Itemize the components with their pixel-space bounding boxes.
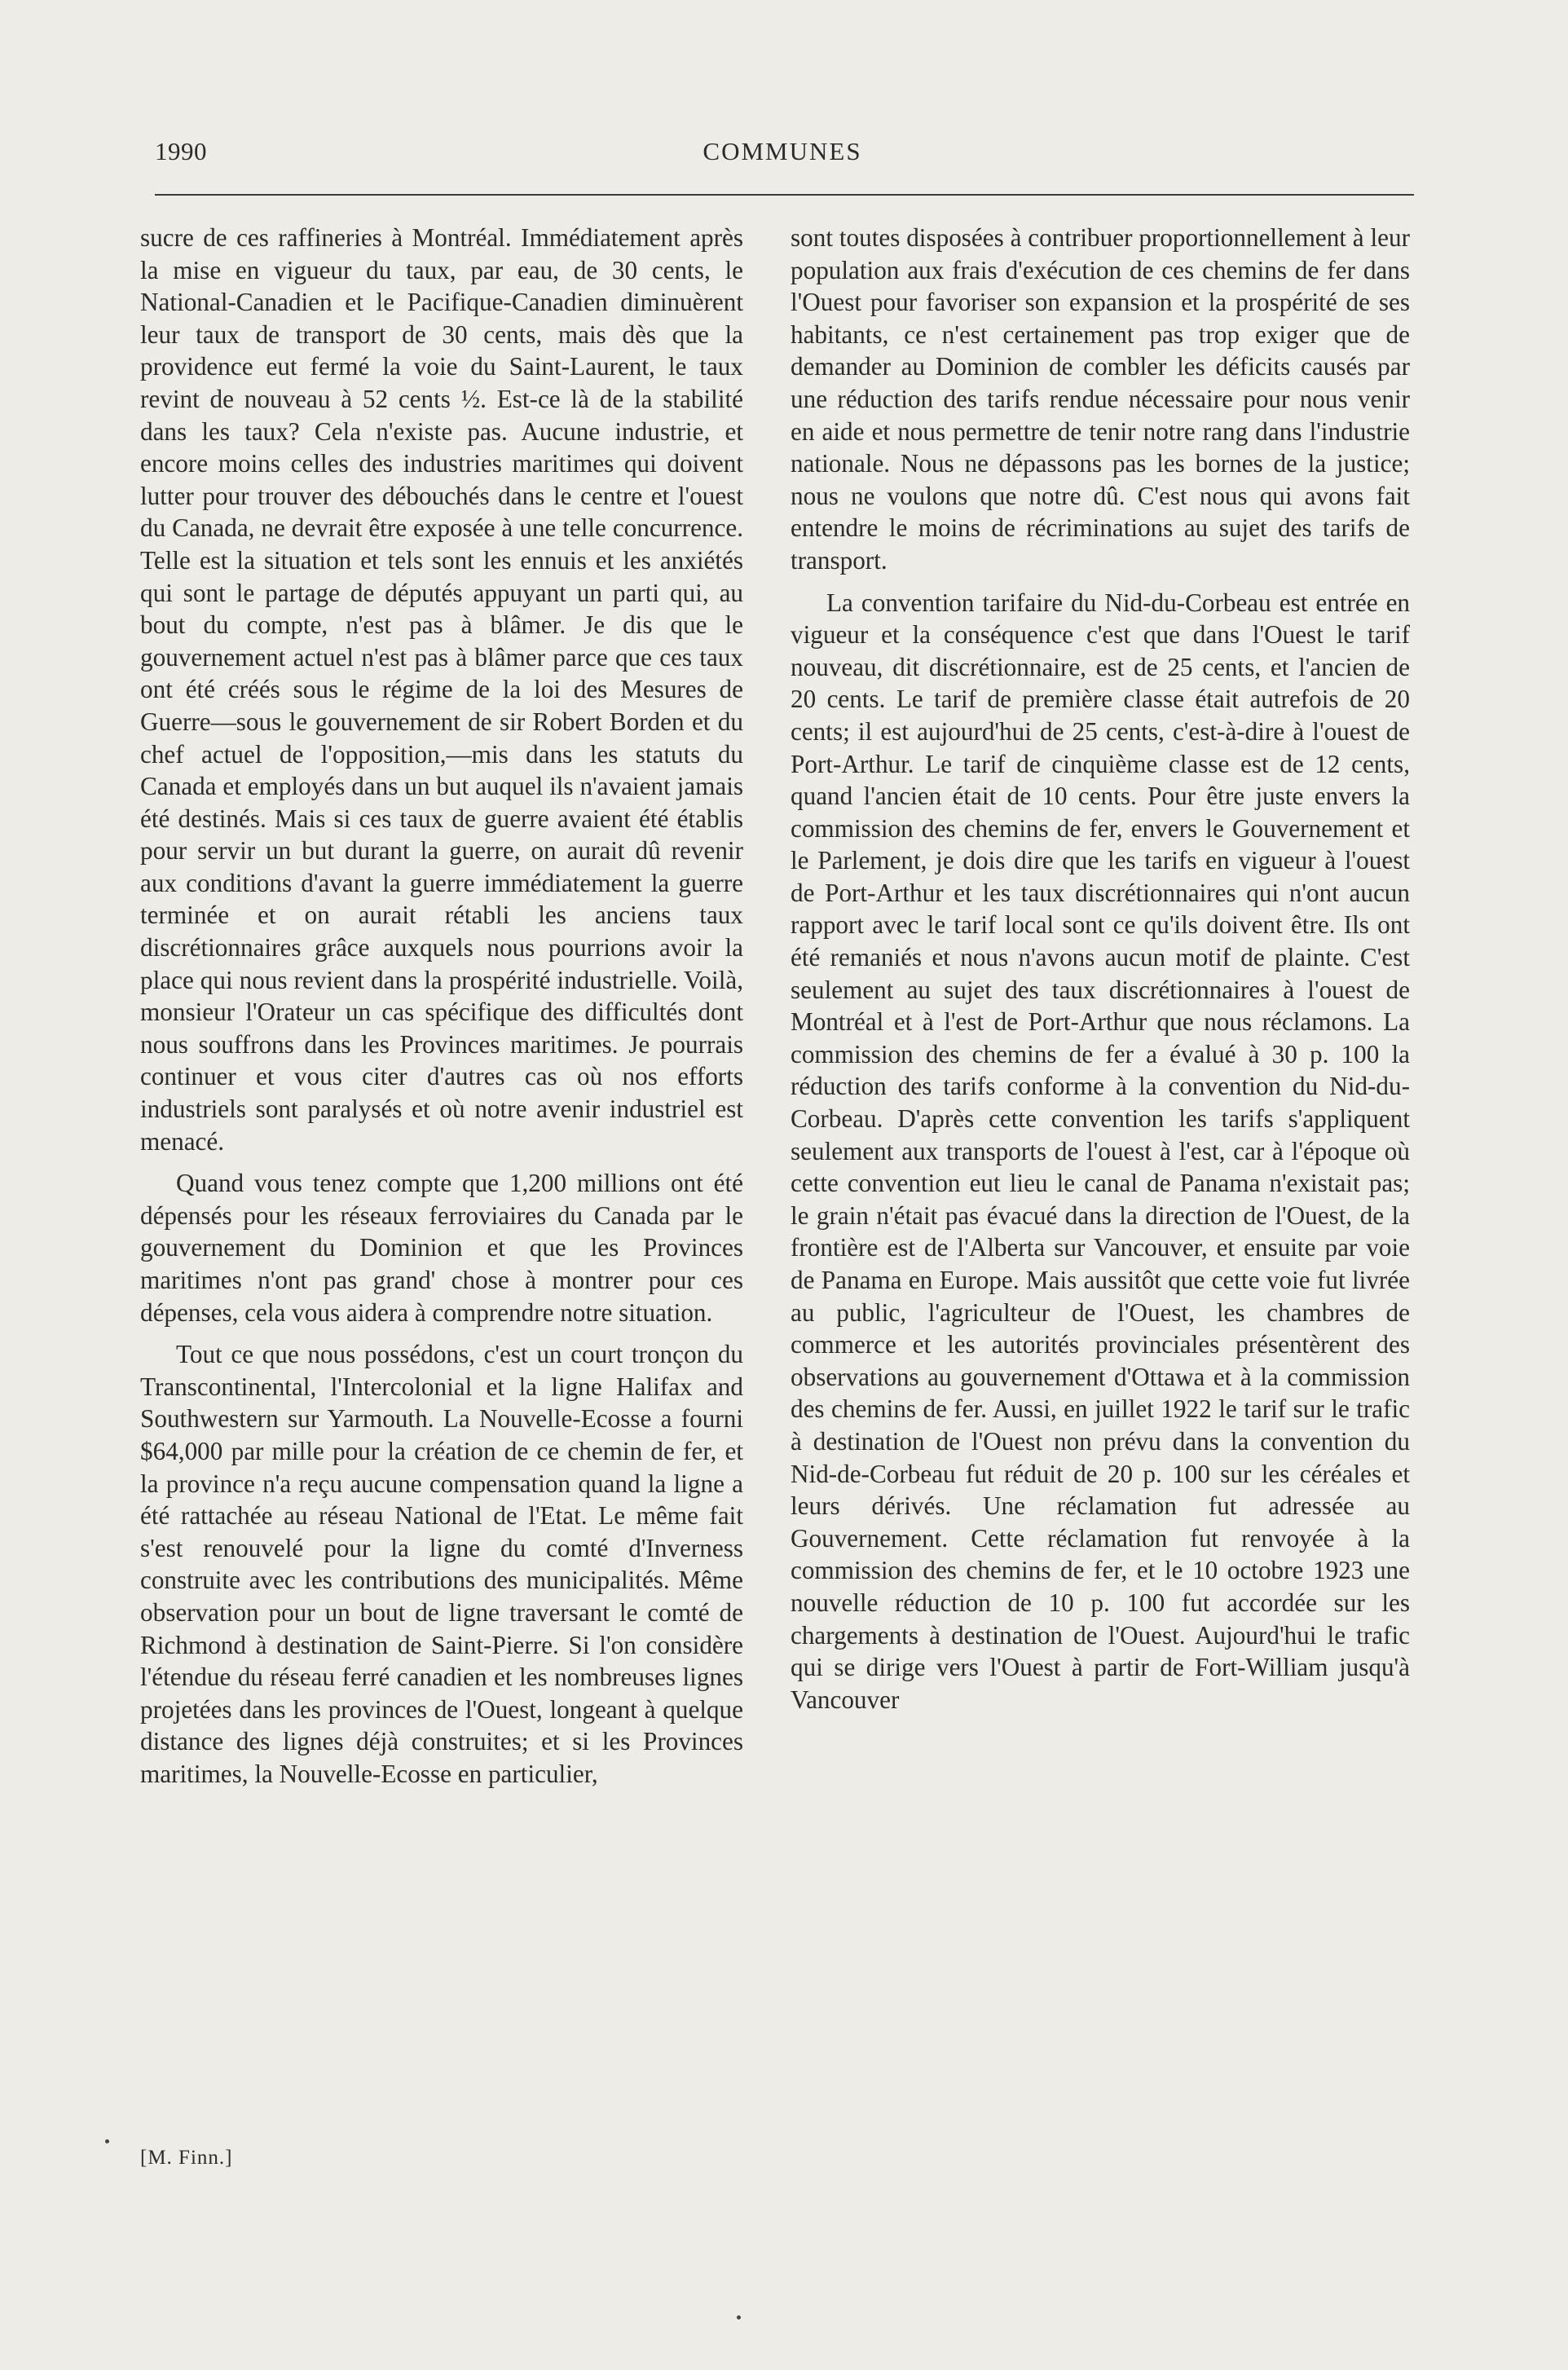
left-paragraph-3: Tout ce que nous possédons, c'est un court tronçon du Transcontinental, l'Intercolonial et la ligne Halifax and Southwestern sur Yarmouth. La Nouvelle-Ecosse a fourni $64,000 par mille pour la création de ce chemin de fer, et la province n'a reçu aucune compensation quand la ligne a été rattachée au réseau National de l'Etat. Le même fait s'est renouvelé pour la ligne du comté d'Inverness construite avec les contributions des municipalités. Même observation pour un bout de ligne traversant le comté de Richmond à destination de Saint-Pierre. Si l'on considère l'étendue du réseau ferré canadien et les nombreuses lignes projetées dans les provinces de l'Ouest, longeant à quelque distance des lignes déjà construites; et si les Provinces maritimes, la Nouvelle-Ecosse en particulier, — [140, 1340, 743, 1788]
speaker-tag: [M. Finn.] — [140, 2147, 233, 2169]
right-paragraph-2: La convention tarifaire du Nid-du-Corbeau est entrée en vigueur et la conséquence c'est que dans l'Ouest le tarif nouveau, dit discrétionnaire, est de 25 cents, et l'ancien de 20 cents. Le tarif de première classe était autrefois de 20 cents; il est aujourd'hui de 25 cents, c'est-à-dire à l'ouest de Port-Arthur. Le tarif de cinquième classe est de 12 cents, quand l'ancien était de 10 cents. Pour être juste envers la commission des chemins de fer, envers le Gouvernement et le Parlement, je dois dire que les tarifs en vigueur à l'ouest de Port-Arthur et les taux discrétionnaires qui n'ont aucun rapport avec le tarif local sont ce qu'ils doivent être. Ils ont été remaniés et nous n'avons aucun motif de plainte. C'est seulement au sujet des taux discrétionnaires à l'ouest de Montréal et à l'est de Port-Arthur que nous réclamons. La commission des chemins de fer a évalué à 30 p. 100 la réduction des tarifs conforme à la convention du Nid-du-Corbeau. D'après cette convention les tarifs s'appliquent seulement aux transports de l'ouest à l'est, car à l'époque où cette convention eut lieu le canal de Panama n'existait pas; le grain n'était pas évacué dans la direction de l'Ouest, de la frontière est de l'Alberta sur Vancouver, et ensuite par voie de Panama en Europe. Mais aussitôt que cette voie fut livrée au public, l'agriculteur de l'Ouest, les chambres de commerce et les autorités provinciales présentèrent des observations au gouvernement d'Ottawa et à la commission des chemins de fer. Aussi, en juillet 1922 le tarif sur le trafic à destination de l'Ouest non prévu dans la convention du Nid-de-Corbeau fut réduit de 20 p. 100 sur les céréales et leurs dérivés. Une réclamation fut adressée au Gouvernement. Cette réclamation fut renvoyée à la commission des chemins de fer, et le 10 octobre 1923 une nouvelle réduction de 10 p. 100 fut accordée sur les chargements à destination de l'Ouest. Aujourd'hui le trafic qui se dirige vers l'Ouest à partir de Fort-William jusqu'à Vancouver — [791, 588, 1410, 1714]
scan-speck — [105, 2139, 109, 2143]
page-header — [155, 137, 1410, 174]
left-column — [140, 222, 743, 1791]
left-paragraph-2: Quand vous tenez compte que 1,200 millions ont été dépensés pour les réseaux ferroviaires du Canada par le gouvernement du Dominion et que les Provinces maritimes n'ont pas grand' chose à montrer pour ces dépenses, cela vous aidera à comprendre notre situation. — [140, 1169, 743, 1327]
right-column — [791, 222, 1410, 1716]
left-paragraph-1: sucre de ces raffineries à Montréal. Immédiatement après la mise en vigueur du taux, par eau, de 30 cents, le National-Canadien et le Pacifique-Canadien diminuèrent leur taux de transport de 30 cents, mais dès que la providence eut fermé la voie du Saint-Laurent, le taux revint de nouveau à 52 cents ½. Est-ce là de la stabilité dans les taux? Cela n'existe pas. Aucune industrie, et encore moins celles des industries maritimes qui doivent lutter pour trouver des débouchés dans le centre et l'ouest du Canada, ne devrait être exposée à une telle concurrence. Telle est la situation et tels sont les ennuis et les anxiétés qui sont le partage de députés appuyant un parti qui, au bout du compte, n'est pas à blâmer. Je dis que le gouvernement actuel n'est pas à blâmer parce que ces taux ont été créés sous le régime de la loi des Mesures de Guerre—sous le gouvernement de sir Robert Borden et du chef actuel de l'opposition,—mis dans les statuts du Canada et employés dans un but auquel ils n'avaient jamais été destinés. Mais si ces taux de guerre avaient été établis pour servir un but durant la guerre, on aurait dû revenir aux conditions d'avant la guerre immédiatement la guerre terminée et on aurait rétabli les anciens taux discrétionnaires grâce auxquels nous pourrions avoir la place qui nous revient dans la prospérité industrielle. Voilà, monsieur l'Orateur un cas spécifique des difficultés dont nous souffrons dans les Provinces maritimes. Je pourrais continuer et vous citer d'autres cas où nos efforts industriels sont paralysés et où notre avenir industriel est menacé. — [140, 223, 743, 1156]
scan-speck — [737, 2315, 741, 2319]
page-number: 1990 — [155, 137, 207, 165]
header-rule — [155, 194, 1414, 196]
running-head: COMMUNES — [703, 137, 862, 165]
right-paragraph-1: sont toutes disposées à contribuer proportionnellement à leur population aux frais d'exécution de ces chemins de fer dans l'Ouest pour favoriser son expansion et la prospérité de ses habitants, ce n'est certainement pas trop exiger que de demander au Dominion de combler les déficits causés par une réduction des tarifs rendue nécessaire pour nous venir en aide et nous permettre de tenir notre rang dans l'industrie nationale. Nous ne dépassons pas les bornes de la justice; nous ne voulons que notre dû. C'est nous qui avons fait entendre le moins de récriminations au sujet des tarifs de transport. — [791, 223, 1410, 575]
